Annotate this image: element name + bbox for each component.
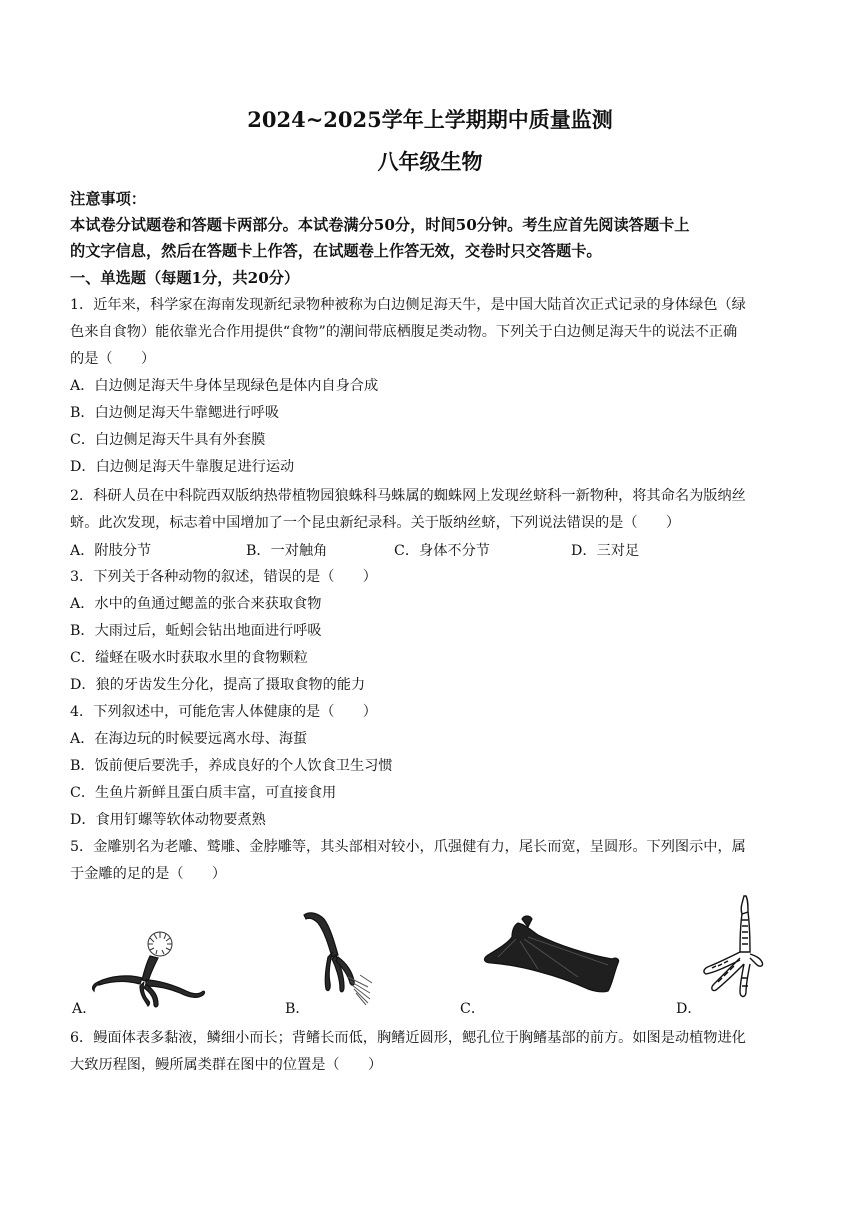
q3-stem: 3．下列关于各种动物的叙述，错误的是（ ） xyxy=(70,569,377,585)
exam-title: 2024~2025学年上学期期中质量监测 xyxy=(247,107,613,132)
q3-option-b: B．大雨过后，蚯蚓会钻出地面进行呼吸 xyxy=(70,623,322,639)
exam-subtitle: 八年级生物 xyxy=(377,149,483,174)
notice-heading: 注意事项： xyxy=(70,190,146,208)
q4-option-d: D．食用钉螺等软体动物要煮熟 xyxy=(70,812,266,828)
q1-stem-3: 的是（ ） xyxy=(70,351,156,367)
q3-option-d: D．狼的牙齿发生分化，提高了摄取食物的能力 xyxy=(70,677,366,693)
q2-option-b: B．一对触角 xyxy=(246,543,328,559)
q2-option-c: C．身体不分节 xyxy=(394,543,490,559)
q1-option-c: C．白边侧足海天牛具有外套膜 xyxy=(70,432,266,448)
q1-option-d: D．白边侧足海天牛靠腹足进行运动 xyxy=(70,459,295,475)
q5-label-b: B． xyxy=(285,1001,310,1017)
q6-stem-2: 大致历程图，鳗所属类群在图中的位置是（ ） xyxy=(70,1057,383,1073)
q2-options xyxy=(70,540,794,560)
q3-option-a: A．水中的鱼通过鳃盖的张合来获取食物 xyxy=(70,596,322,612)
q2-stem-2: 蛴。此次发现，标志着中国增加了一个昆虫新纪录科。关于版纳丝蛴，下列说法错误的是（ ） xyxy=(70,515,681,531)
q6-stem-1: 6．鳗面体表多黏液，鳞细小而长；背鳍长而低，胸鳍近圆形，鳃孔位于胸鳍基部的前方。如图是动植物进化 xyxy=(70,1030,746,1046)
q3-option-c: C．缢蛏在吸水时获取水里的食物颗粒 xyxy=(70,650,308,666)
q1-option-b: B．白边侧足海天牛靠鳃进行呼吸 xyxy=(70,405,280,421)
q1-option-a: A．白边侧足海天牛身体呈现绿色是体内自身合成 xyxy=(70,378,379,394)
slender-claw-icon xyxy=(300,905,390,1009)
q5-label-a: A． xyxy=(72,1001,97,1017)
chicken-foot-icon xyxy=(696,892,788,1004)
notice-line-2: 的文字信息，然后在答题卡上作答，在试题卷上作答无效，交卷时只交答题卡。 xyxy=(70,242,602,260)
q4-option-a: A．在海边玩的时候要远离水母、海蜇 xyxy=(70,731,308,747)
q5-label-c: C． xyxy=(460,1001,486,1017)
section-heading: 一、单选题（每题1分，共20分） xyxy=(70,269,300,287)
q1-stem-2: 色来自食物）能依靠光合作用提供“食物”的潮间带底栖腹足类动物。下列关于白边侧足海天牛的说法不正确 xyxy=(70,324,738,340)
q4-option-c: C．生鱼片新鲜且蛋白质丰富，可直接食用 xyxy=(70,785,337,801)
q1-stem-1: 1．近年来，科学家在海南发现新纪录物种被称为白边侧足海天牛，是中国大陆首次正式记录的身体绿色（绿 xyxy=(70,297,746,313)
q2-option-a: A．附肢分节 xyxy=(70,543,152,559)
q5-stem-2: 于金雕的足的是（ ） xyxy=(70,866,227,882)
raptor-talon-icon xyxy=(88,920,218,1012)
q4-option-b: B．饭前便后要洗手，养成良好的个人饮食卫生习惯 xyxy=(70,758,393,774)
q2-stem-1: 2．科研人员在中科院西双版纳热带植物园狼蛛科马蛛属的蜘蛛网上发现丝蛴科一新物种，将其命名为版纳丝 xyxy=(70,488,746,504)
q4-stem: 4．下列叙述中，可能危害人体健康的是（ ） xyxy=(70,704,377,720)
notice-line-1: 本试卷分试题卷和答题卡两部分。本试卷满分50分，时间50分钟。考生应首先阅读答题卡上 xyxy=(70,216,690,234)
q5-stem-1: 5．金雕别名为老雕、鹫雕、金脖雕等，其头部相对较小，爪强健有力，尾长而宽，呈圆形。下列图示中，属 xyxy=(70,839,746,855)
webbed-foot-icon xyxy=(478,915,628,997)
q5-label-d: D． xyxy=(676,1001,702,1017)
q2-option-d: D．三对足 xyxy=(571,543,640,559)
